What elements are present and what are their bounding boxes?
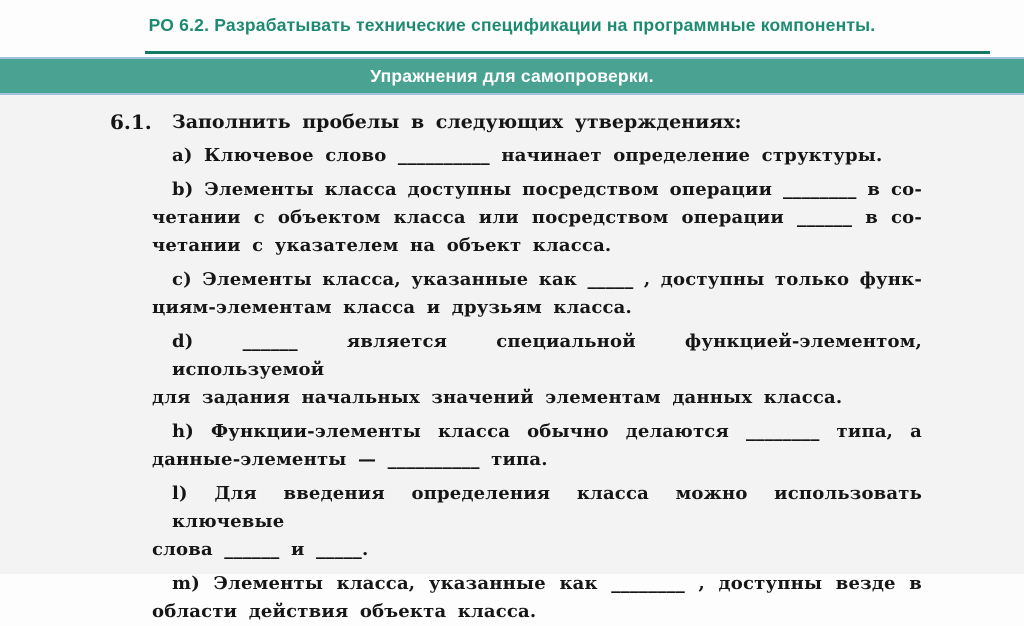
- exercise-item-b: [152, 176, 922, 260]
- exercise-item-l: [152, 480, 922, 564]
- text-line: для задания начальных значений элементам данных класса.: [152, 387, 843, 408]
- exercise-item-d: [152, 328, 922, 412]
- text-line: четании с указателем на объект класса.: [152, 235, 612, 256]
- text-line: четании с объектом класса или посредством операции ______ в со-: [152, 207, 922, 228]
- exercise-item-c: [152, 266, 922, 322]
- exercise-item-a: [152, 142, 922, 170]
- text-line: b) Элементы класса доступны посредством операции ________ в со-: [172, 179, 922, 200]
- exercise-heading: [110, 108, 1024, 136]
- text-line: a) Ключевое слово __________ начинает определение структуры.: [172, 145, 883, 166]
- slide-header: [0, 0, 1024, 57]
- text-line: слова ______ и _____.: [152, 539, 369, 560]
- exercise-prompt: Заполнить пробелы в следующих утверждениях:: [172, 111, 742, 133]
- lesson-title: РО 6.2. Разрабатывать технические спецификации на программные компоненты.: [148, 15, 876, 35]
- exercise-items: [152, 142, 922, 626]
- section-banner: [0, 57, 1024, 95]
- text-line: m) Элементы класса, указанные как ________ , доступны везде в: [172, 573, 922, 594]
- exercise-item-m: [152, 570, 922, 626]
- exercise-number: 6.1.: [110, 110, 152, 134]
- text-line: циям-элементам класса и друзьям класса.: [152, 297, 632, 318]
- text-line: c) Элементы класса, указанные как _____ , доступны только функ-: [172, 269, 922, 290]
- text-line: области действия объекта класса.: [152, 601, 537, 622]
- exercise-content: [0, 95, 1024, 622]
- text-line: h) Функции-элементы класса обычно делаются ________ типа, а: [172, 421, 922, 442]
- exercise-item-h: [152, 418, 922, 474]
- text-line: l) Для введения определения класса можно использовать ключевые: [172, 483, 922, 532]
- header-divider: [145, 51, 990, 54]
- text-line: данные-элементы — __________ типа.: [152, 449, 548, 470]
- section-title: Упражнения для самопроверки.: [370, 65, 654, 86]
- text-line: d) ______ является специальной функцией-элементом, используемой: [172, 331, 922, 380]
